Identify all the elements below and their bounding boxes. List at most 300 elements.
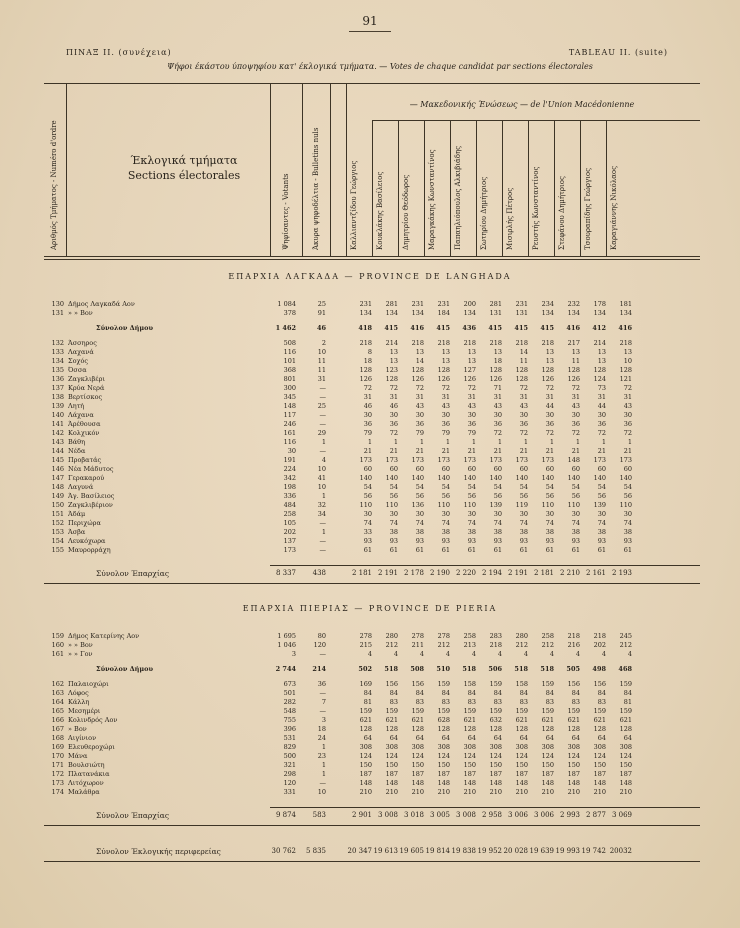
row-value: 21 — [389, 447, 398, 455]
row-value: 506 — [488, 665, 502, 673]
table-row — [0, 743, 740, 752]
row-value: 38 — [545, 528, 554, 536]
row-value: 212 — [385, 641, 398, 649]
row-value: 518 — [384, 665, 398, 673]
col-header-candidate: Μαραγκάκης Κωνσταντίνος — [428, 149, 436, 250]
row-value: 93 — [441, 537, 450, 545]
row-value: 134 — [359, 309, 372, 317]
row-value: 2 181 — [351, 569, 372, 577]
row-value: 44 — [545, 402, 554, 410]
row-value: 173 — [385, 456, 398, 464]
row-value: 64 — [493, 734, 502, 742]
row-value: 217 — [567, 339, 580, 347]
row-value: 1 — [627, 438, 632, 446]
table-row — [0, 537, 740, 546]
row-value: 210 — [359, 788, 372, 796]
row-value: 93 — [389, 537, 398, 545]
row-value: 140 — [567, 474, 580, 482]
row-value: 632 — [489, 716, 502, 724]
row-value: 150 — [359, 761, 372, 769]
row-value: 200 — [463, 300, 476, 308]
row-value: 518 — [540, 665, 554, 673]
col-header-candidate: Κουκλάκης Βασίλειος — [376, 171, 384, 250]
row-value: 11 — [317, 357, 326, 365]
row-value: 131 — [489, 309, 502, 317]
header-bottom-rule-2 — [44, 259, 700, 260]
table-row — [0, 456, 740, 465]
row-value: 415 — [488, 324, 502, 332]
row-name: Δήμος Κατερίνης Αον — [68, 632, 140, 640]
row-value: 2 161 — [585, 569, 606, 577]
row-value: 126 — [359, 375, 372, 383]
row-value: 21 — [467, 447, 476, 455]
row-value: 2 181 — [533, 569, 554, 577]
row-value: 583 — [312, 811, 326, 819]
row-value: 218 — [593, 632, 606, 640]
row-value: 30 — [441, 510, 450, 518]
row-value: 2 744 — [275, 665, 296, 673]
row-value: 13 — [493, 348, 502, 356]
table-row — [0, 501, 740, 510]
row-value: 140 — [619, 474, 632, 482]
col-header-numero: Αριθμός Τμήματος - Numéro d'ordre — [50, 120, 58, 250]
row-value: 321 — [283, 761, 296, 769]
row-value: 36 — [389, 420, 398, 428]
row-value: 36 — [415, 420, 424, 428]
row-value: 2 194 — [481, 569, 502, 577]
row-value: 61 — [571, 546, 580, 554]
row-value: 13 — [441, 357, 450, 365]
row-value: 110 — [541, 501, 554, 509]
row-value: 2 191 — [377, 569, 398, 577]
province-title: ΕΠΑΡΧΙΑ ΛΑΓΚΑΔΑ — PROVINCE DE LANGHADA — [228, 272, 512, 281]
row-value: 210 — [515, 788, 528, 796]
row-value: 101 — [283, 357, 296, 365]
row-value: 518 — [514, 665, 528, 673]
col-divider — [66, 83, 67, 256]
row-value: — — [319, 420, 326, 428]
col-header-votants: Ψηφίσαντες - Votants — [282, 173, 290, 250]
row-value: 3 008 — [377, 811, 398, 819]
row-value: 3 006 — [533, 811, 554, 819]
row-name: Μαλάθρα — [68, 788, 100, 796]
row-value: 31 — [441, 393, 450, 401]
row-number: 172 — [51, 770, 64, 778]
row-number: 150 — [51, 501, 64, 509]
row-value: 34 — [317, 510, 326, 518]
row-value: 218 — [463, 339, 476, 347]
row-name: Λητή — [68, 402, 85, 410]
row-value: 187 — [541, 770, 554, 778]
row-value: 36 — [623, 420, 632, 428]
row-value: 215 — [359, 641, 372, 649]
row-name: Σύνολον Έπαρχίας — [96, 569, 170, 578]
row-value: 13 — [389, 348, 398, 356]
row-value: 148 — [567, 779, 580, 787]
row-value: 7 — [321, 698, 326, 706]
row-value: — — [319, 546, 326, 554]
row-value: 32 — [317, 501, 326, 509]
row-value: 159 — [619, 707, 632, 715]
row-value: 128 — [593, 725, 606, 733]
row-value: 124 — [437, 752, 450, 760]
row-value: 21 — [363, 447, 372, 455]
row-value: 140 — [515, 474, 528, 482]
row-value: 123 — [385, 366, 398, 374]
row-value: 61 — [597, 546, 606, 554]
row-value: 3 — [291, 650, 296, 658]
row-value: 1 — [321, 528, 326, 536]
row-value: 210 — [463, 788, 476, 796]
row-value: 187 — [437, 770, 450, 778]
table-row — [0, 483, 740, 492]
row-name: Λαγυνά — [68, 483, 94, 491]
col-divider — [554, 120, 555, 256]
row-value: 126 — [437, 375, 450, 383]
row-number: 142 — [51, 429, 64, 437]
row-value: 755 — [283, 716, 296, 724]
row-number: 152 — [51, 519, 64, 527]
row-value: 508 — [283, 339, 296, 347]
row-value: 128 — [489, 366, 502, 374]
row-value: 36 — [545, 420, 554, 428]
row-name: Περιχώρα — [68, 519, 101, 527]
row-value: 621 — [515, 716, 528, 724]
row-value: 33 — [363, 528, 372, 536]
row-value: 21 — [545, 447, 554, 455]
row-value: 156 — [385, 680, 398, 688]
row-value: 30 — [363, 411, 372, 419]
row-value: 61 — [441, 546, 450, 554]
row-value: 140 — [593, 474, 606, 482]
row-value: 4 — [497, 650, 502, 658]
row-value: 258 — [541, 632, 554, 640]
page-number-rule — [349, 31, 391, 32]
row-value: 438 — [312, 569, 326, 577]
row-number: 165 — [51, 707, 64, 715]
row-value: 281 — [489, 300, 502, 308]
row-value: 231 — [437, 300, 450, 308]
row-value: 1 — [321, 761, 326, 769]
row-value: 120 — [313, 641, 326, 649]
row-value: 36 — [363, 420, 372, 428]
row-value: 3 069 — [611, 811, 632, 819]
row-value: 1 — [523, 438, 528, 446]
row-value: 128 — [437, 725, 450, 733]
row-value: 56 — [441, 492, 450, 500]
table-row — [0, 447, 740, 456]
row-value: 210 — [541, 788, 554, 796]
row-value: 214 — [385, 339, 398, 347]
table-row — [0, 650, 740, 659]
table-row — [0, 357, 740, 366]
row-value: 502 — [358, 665, 372, 673]
row-number: 144 — [51, 447, 64, 455]
row-value: 148 — [515, 779, 528, 787]
row-value: 2 193 — [611, 569, 632, 577]
row-value: 11 — [519, 357, 528, 365]
row-value: 134 — [593, 309, 606, 317]
row-value: 61 — [363, 546, 372, 554]
row-value: 38 — [623, 528, 632, 536]
row-value: 11 — [317, 366, 326, 374]
table-row — [0, 725, 740, 734]
row-value: 1 — [419, 438, 424, 446]
row-value: 148 — [489, 779, 502, 787]
row-value: 1 046 — [277, 641, 296, 649]
row-value: 173 — [541, 456, 554, 464]
row-name: Γερακαρού — [68, 474, 105, 482]
row-value: 54 — [519, 483, 528, 491]
row-value: 518 — [462, 665, 476, 673]
col-header-candidate: Τσουραπίδης Γεώργιος — [584, 167, 592, 250]
row-value: 30 — [363, 510, 372, 518]
row-value: 128 — [515, 366, 528, 374]
row-name: Άγ. Βασίλειος — [68, 492, 115, 500]
row-value: 212 — [515, 641, 528, 649]
row-value: 54 — [467, 483, 476, 491]
row-value: 119 — [515, 501, 528, 509]
col-header-candidate: Δημητρίου Θεόδωρος — [402, 174, 410, 250]
row-value: 159 — [541, 680, 554, 688]
row-value: 19 742 — [581, 847, 606, 855]
row-value: 128 — [515, 375, 528, 383]
row-value: 3 005 — [429, 811, 450, 819]
total-row — [0, 811, 740, 820]
row-value: 128 — [385, 725, 398, 733]
row-value: 283 — [489, 632, 502, 640]
row-value: 73 — [597, 384, 606, 392]
row-value: 2 191 — [507, 569, 528, 577]
row-value: 79 — [441, 429, 450, 437]
row-value: 64 — [441, 734, 450, 742]
row-value: 150 — [385, 761, 398, 769]
row-value: 159 — [489, 680, 502, 688]
col-divider — [372, 120, 373, 256]
row-value: 126 — [541, 375, 554, 383]
row-value: 150 — [619, 761, 632, 769]
row-value: 56 — [571, 492, 580, 500]
row-value: 110 — [567, 501, 580, 509]
row-value: 498 — [592, 665, 606, 673]
row-number: 160 — [51, 641, 64, 649]
row-value: 30 — [571, 510, 580, 518]
row-name: Παλαιοχώρι — [68, 680, 109, 688]
row-value: 56 — [389, 492, 398, 500]
row-value: 131 — [515, 309, 528, 317]
row-value: 30 — [415, 510, 424, 518]
row-value: 31 — [493, 393, 502, 401]
col-divider — [606, 120, 607, 256]
table-row — [0, 707, 740, 716]
row-value: 128 — [567, 725, 580, 733]
col-divider — [580, 120, 581, 256]
row-value: 64 — [519, 734, 528, 742]
row-value: 121 — [619, 375, 632, 383]
row-value: 19 814 — [425, 847, 450, 855]
row-value: 173 — [283, 546, 296, 554]
row-value: 3 008 — [455, 811, 476, 819]
row-number: 130 — [51, 300, 64, 308]
row-value: 30 — [287, 447, 296, 455]
total-row — [0, 847, 740, 856]
row-value: 621 — [593, 716, 606, 724]
row-value: 14 — [519, 348, 528, 356]
row-value: 105 — [283, 519, 296, 527]
row-value: 71 — [493, 384, 502, 392]
row-value: 4 — [445, 650, 450, 658]
row-value: 124 — [593, 375, 606, 383]
row-value: 181 — [619, 300, 632, 308]
row-value: 4 — [601, 650, 606, 658]
grand-total-rule — [44, 861, 700, 862]
row-number: 145 — [51, 456, 64, 464]
row-name: Σύνολον Δήμου — [96, 665, 153, 673]
row-value: 1 695 — [277, 632, 296, 640]
row-value: 281 — [385, 300, 398, 308]
row-value: 628 — [437, 716, 450, 724]
row-value: 1 — [471, 438, 476, 446]
table-row — [0, 632, 740, 641]
row-value: 2 877 — [585, 811, 606, 819]
row-value: 19 639 — [529, 847, 554, 855]
row-value: 298 — [283, 770, 296, 778]
row-value: 19 613 — [373, 847, 398, 855]
row-name: Σύνολον Δήμου — [96, 324, 153, 332]
header-right: TABLEAU II. (suite) — [568, 48, 668, 57]
row-value: 72 — [415, 384, 424, 392]
row-value: 84 — [519, 689, 528, 697]
row-value: 156 — [593, 680, 606, 688]
row-value: 13 — [545, 357, 554, 365]
row-value: 308 — [411, 743, 424, 751]
row-value: 673 — [283, 680, 296, 688]
row-value: 72 — [363, 384, 372, 392]
row-value: 38 — [597, 528, 606, 536]
row-value: 93 — [571, 537, 580, 545]
row-value: 231 — [411, 300, 424, 308]
row-value: 137 — [283, 537, 296, 545]
row-value: 64 — [571, 734, 580, 742]
col-divider — [346, 83, 347, 256]
row-value: 128 — [489, 725, 502, 733]
row-value: 278 — [411, 632, 424, 640]
row-value: 150 — [437, 761, 450, 769]
row-value: 83 — [519, 698, 528, 706]
row-value: 140 — [489, 474, 502, 482]
row-number: 170 — [51, 752, 64, 760]
row-value: 148 — [411, 779, 424, 787]
row-name: Λαχανά — [68, 348, 94, 356]
row-value: 127 — [463, 366, 476, 374]
row-value: 2 993 — [559, 811, 580, 819]
row-value: 79 — [467, 429, 476, 437]
row-value: 308 — [515, 743, 528, 751]
row-value: 396 — [283, 725, 296, 733]
row-value: 210 — [489, 788, 502, 796]
row-number: 134 — [51, 357, 64, 365]
row-value: 10 — [317, 788, 326, 796]
row-name: Σοχός — [68, 357, 89, 365]
row-value: 621 — [359, 716, 372, 724]
row-value: 148 — [359, 779, 372, 787]
row-value: 30 — [415, 411, 424, 419]
row-value: 308 — [437, 743, 450, 751]
row-value: 308 — [593, 743, 606, 751]
table-row — [0, 779, 740, 788]
row-value: 74 — [415, 519, 424, 527]
row-value: 218 — [619, 339, 632, 347]
row-value: 1 462 — [275, 324, 296, 332]
row-value: 140 — [411, 474, 424, 482]
row-value: 84 — [623, 689, 632, 697]
row-value: 74 — [597, 519, 606, 527]
row-value: 117 — [283, 411, 296, 419]
row-value: 4 — [523, 650, 528, 658]
row-value: 72 — [493, 429, 502, 437]
row-value: 418 — [358, 324, 372, 332]
row-value: 110 — [437, 501, 450, 509]
row-value: 415 — [436, 324, 450, 332]
row-value: 416 — [566, 324, 580, 332]
row-value: 13 — [467, 348, 476, 356]
row-value: 84 — [415, 689, 424, 697]
row-value: 93 — [415, 537, 424, 545]
row-value: 60 — [597, 465, 606, 473]
row-value: 72 — [519, 429, 528, 437]
row-value: 19 605 — [399, 847, 424, 855]
row-value: 1 — [321, 743, 326, 751]
row-value: 84 — [389, 689, 398, 697]
row-value: 31 — [623, 393, 632, 401]
row-value: 202 — [593, 641, 606, 649]
row-value: 31 — [389, 393, 398, 401]
row-value: 36 — [467, 420, 476, 428]
row-value: 91 — [317, 309, 326, 317]
row-value: 43 — [623, 402, 632, 410]
row-value: 212 — [541, 641, 554, 649]
row-value: 84 — [467, 689, 476, 697]
row-value: 216 — [567, 641, 580, 649]
row-value: 150 — [411, 761, 424, 769]
row-value: 1 — [445, 438, 450, 446]
row-value: 21 — [441, 447, 450, 455]
row-value: 93 — [467, 537, 476, 545]
row-value: 128 — [359, 366, 372, 374]
col-header-candidate: Σωτηρίου Δημήτριος — [480, 176, 488, 250]
col-header-candidate: Ρευστής Κωνσταντίνος — [532, 166, 540, 250]
row-value: 31 — [571, 393, 580, 401]
row-value: 25 — [317, 402, 326, 410]
row-number: 135 — [51, 366, 64, 374]
table-row — [0, 300, 740, 309]
row-value: 500 — [283, 752, 296, 760]
table-row — [0, 402, 740, 411]
row-value: 159 — [489, 707, 502, 715]
row-value: 246 — [283, 420, 296, 428]
row-value: 159 — [437, 707, 450, 715]
col-divider — [270, 83, 271, 256]
row-value: 198 — [283, 483, 296, 491]
row-value: 38 — [571, 528, 580, 536]
row-value: 218 — [411, 339, 424, 347]
row-value: 83 — [467, 698, 476, 706]
row-value: 21 — [597, 447, 606, 455]
row-name: Μεσημέρι — [68, 707, 101, 715]
row-name: Κρύα Νερά — [68, 384, 105, 392]
row-value: 4 — [393, 650, 398, 658]
row-value: 30 — [597, 411, 606, 419]
